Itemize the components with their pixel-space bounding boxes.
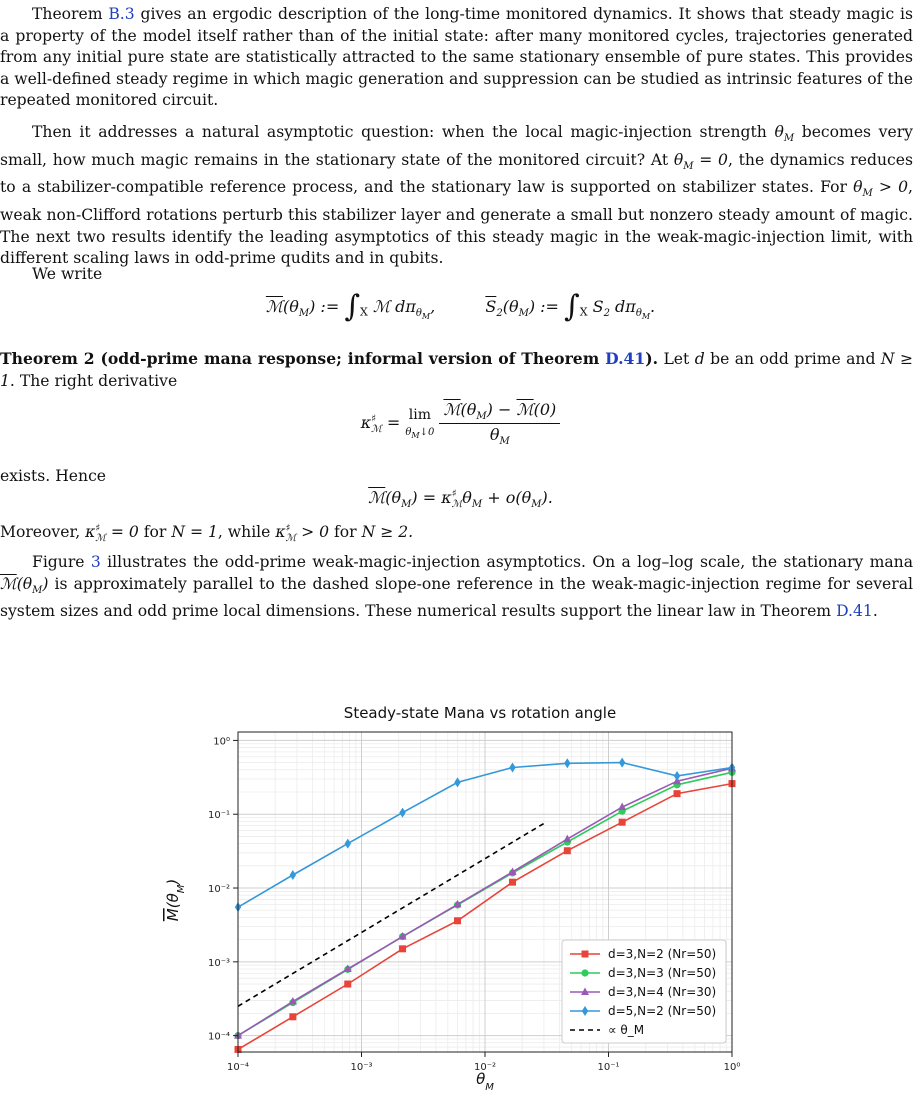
mana-math: $ℳ(\theta_M)$ <box>0 574 49 596</box>
exists-hence-text: exists. Hence <box>0 467 107 485</box>
para1-text-b: gives an ergodic description of the long-time monitored dynamics. It shows that steady magic is a property of the model itself rather than of the initial state: after many monitored cycles, trajectories generated from any initial pure state are statistically attracted to the same stationary ensemble of pure states. This provides a well-defined steady regime in which magic generation and suppression can be studied as intrinsic features of the repeated monitored circuit. <box>0 5 913 110</box>
data-point-diamond <box>345 839 351 849</box>
moreover-text-c: , while <box>217 523 276 542</box>
legend-label: d=3,N=2 (Nr=50) <box>608 947 717 961</box>
we-write <box>32 264 921 286</box>
x-tick-label: 10⁻¹ <box>597 1062 620 1073</box>
theorem-2: Theorem 2 (odd-prime mana response; informal version of Theorem D.41). Let d be an odd prime and N ≥ 1. The right derivative <box>0 349 914 390</box>
paragraph-asymptotic <box>0 122 913 270</box>
figure-3-link[interactable]: 3 <box>90 553 101 571</box>
reference-slope-line <box>238 823 544 1006</box>
data-point-diamond <box>564 758 570 768</box>
theta-positive-math: $\theta_M > 0$ <box>853 178 909 200</box>
data-point-diamond <box>674 771 680 781</box>
x-axis-label: $\theta_M$ <box>476 1070 494 1091</box>
chart-legend <box>562 940 726 1043</box>
y-axis-label: $M(\theta_M)$ <box>164 878 187 922</box>
x-tick-label: 10⁻³ <box>350 1062 373 1073</box>
expansion-equation: $ℳ(\theta_M) = \kappa^♯_ℳ\theta_M + o(\theta_M)$. <box>368 488 553 511</box>
data-point-diamond <box>290 870 296 880</box>
theta-zero-math: $\theta_M = 0$ <box>673 150 728 172</box>
para2-text-b: becomes very small, how much magic remains in the stationary state of the monitored circuit? At <box>0 123 913 169</box>
moreover-text-a: Moreover, <box>0 523 86 542</box>
moreover-line: Moreover, $\kappa^♯_ℳ = 0$ for N = 1, while $\kappa^♯_ℳ > 0$ for N ≥ 2. <box>0 523 414 545</box>
exists-hence <box>0 466 913 488</box>
x-tick-label: 10⁻² <box>473 1062 497 1073</box>
x-tick-label: 10⁰ <box>723 1062 741 1073</box>
para1-text-a: Theorem <box>32 5 109 23</box>
paragraph-figure <box>0 552 913 623</box>
mana-chart-svg <box>160 700 760 1091</box>
paragraph-ergodic <box>0 4 913 112</box>
data-point-diamond <box>619 758 625 768</box>
mana-chart <box>160 700 760 1091</box>
definition-equation: $ℳ(\theta_M)$ := $\int_X$ ℳ $d\pi_{\theta_M}$, $\overline{S}_2(\theta_M)$ := $\int_X$ $S_2$ $d\pi_{\theta_M}$. <box>265 289 656 324</box>
theorem2-heading-end: ). <box>645 349 659 368</box>
data-point-square <box>582 951 589 958</box>
para3-text-c: is approximately parallel to the dashed slope-one reference in the weak-magic-injection regime for several system sizes and odd prime local dimensions. These numerical results support the linear law in Theorem <box>0 574 913 621</box>
chart-reference-line <box>238 823 544 1006</box>
theorem2-text-c: . The right derivative <box>9 371 178 390</box>
data-point-square <box>509 879 516 886</box>
data-point-square <box>619 819 626 826</box>
data-point-square <box>674 790 681 797</box>
chart-title: Steady-state Mana vs rotation angle <box>343 704 617 722</box>
kappa-limit-equation: $\kappa^♯_ℳ = \lim$ $\theta_M↓0$ $\frac{ℳ(\theta_M) - ℳ(0)}{\theta_M}$ <box>0 400 921 447</box>
moreover-text-b: for <box>138 523 172 542</box>
theorem2-heading: Theorem 2 (odd-prime mana response; informal version of Theorem <box>0 349 606 368</box>
legend-label: d=3,N=3 (Nr=50) <box>608 966 717 980</box>
y-tick-label: 10⁻¹ <box>207 810 230 822</box>
y-tick-label: 10⁻⁴ <box>207 1031 230 1043</box>
data-point-square <box>399 945 406 952</box>
theorem-d41-link[interactable]: D.41 <box>605 349 646 368</box>
y-tick-label: 10⁻² <box>207 884 230 896</box>
para3-text-d: . <box>872 602 878 621</box>
data-point-circle <box>581 969 588 976</box>
para2-text-a: Then it addresses a natural asymptotic question: when the local magic-injection strength <box>32 123 775 141</box>
theorem2-text-b: be an odd prime and <box>704 350 881 368</box>
legend-label: d=3,N=4 (Nr=30) <box>608 985 717 999</box>
para2-text-c: , the dynamics reduces to a stabilizer-compatible reference process, and the stationary law is supported on stabilizer states. For <box>0 150 913 197</box>
para3-text-b: illustrates the odd-prime weak-magic-injection asymptotics. On a log–log scale, the stationary mana <box>100 553 913 571</box>
theorem-d41-link-2[interactable]: D.41 <box>836 602 873 621</box>
para2-text-d: , weak non-Clifford rotations perturb this stabilizer layer and generate a small but nonzero steady amount of magic. The next two results identify the leading asymptotics of this steady magic in the weak-magic-injection limit, with different scaling laws in odd-prime qudits and in qubits. <box>0 178 913 268</box>
data-point-square <box>289 1013 296 1020</box>
we-write-text: We write <box>32 265 103 283</box>
data-point-diamond <box>509 762 515 772</box>
legend-label: ∝ θ_M <box>608 1023 645 1037</box>
theorem-b3-link[interactable]: B.3 <box>108 5 135 23</box>
legend-label: d=5,N=2 (Nr=50) <box>608 1004 717 1018</box>
x-tick-label: 10⁻⁴ <box>226 1062 250 1073</box>
moreover-text-d: for <box>329 523 362 542</box>
para3-text-a: Figure <box>32 553 91 571</box>
data-point-square <box>454 917 461 924</box>
data-point-diamond <box>399 808 405 818</box>
data-point-square <box>564 847 571 854</box>
y-tick-label: 10⁰ <box>213 736 230 748</box>
theorem2-text-a: Let <box>658 350 695 368</box>
theta-m-math: $\theta_M$ <box>774 123 795 145</box>
y-tick-label: 10⁻³ <box>207 957 230 969</box>
data-point-square <box>344 981 351 988</box>
